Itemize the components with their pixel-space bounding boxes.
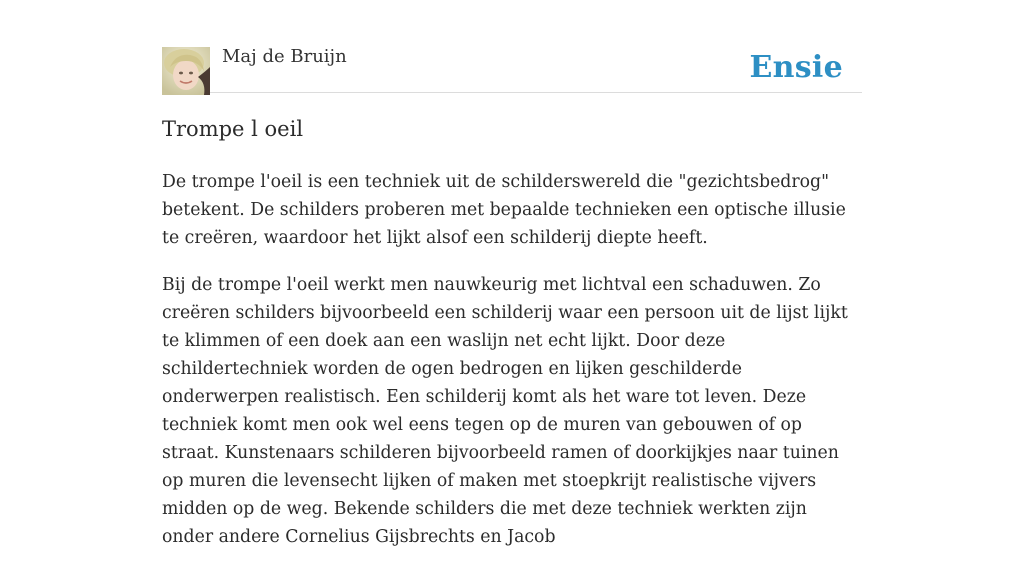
author-name[interactable]: Maj de Bruijn	[222, 46, 347, 67]
article-body	[162, 168, 862, 570]
ensie-logo[interactable]: Ensie	[749, 50, 843, 85]
article-page	[162, 0, 862, 547]
article-title: Trompe l oeil	[162, 117, 304, 141]
article-paragraph: Bij de trompe l'oeil werkt men nauwkeurig met lichtval een schaduwen. Zo creëren schilders bijvoorbeeld een schilderij waar een persoon uit de lijst lijkt te klimmen of een doek aan een waslijn net echt lijkt. Door deze schildertechniek worden de ogen bedrogen en lijken geschilderde onderwerpen realistisch. Een schilderij komt als het ware tot leven. Deze techniek komt men ook wel eens tegen op de muren van gebouwen of op straat. Kunstenaars schilderen bijvoorbeeld ramen of doorkijkjes naar tuinen op muren die levensecht lijken of maken met stoepkrijt realistische vijvers midden op de weg. Bekende schilders die met deze techniek werkten zijn onder andere Cornelius Gijsbrechts en Jacob	[162, 275, 848, 547]
article-header	[162, 0, 862, 93]
avatar-photo-icon	[162, 47, 210, 95]
article-paragraph: De trompe l'oeil is een techniek uit de schilderswereld die "gezichtsbedrog" betekent. De schilders proberen met bepaalde technieken een optische illusie te creëren, waardoor het lijkt alsof een schilderij diepte heeft.	[162, 172, 846, 248]
author-avatar[interactable]	[162, 47, 210, 95]
